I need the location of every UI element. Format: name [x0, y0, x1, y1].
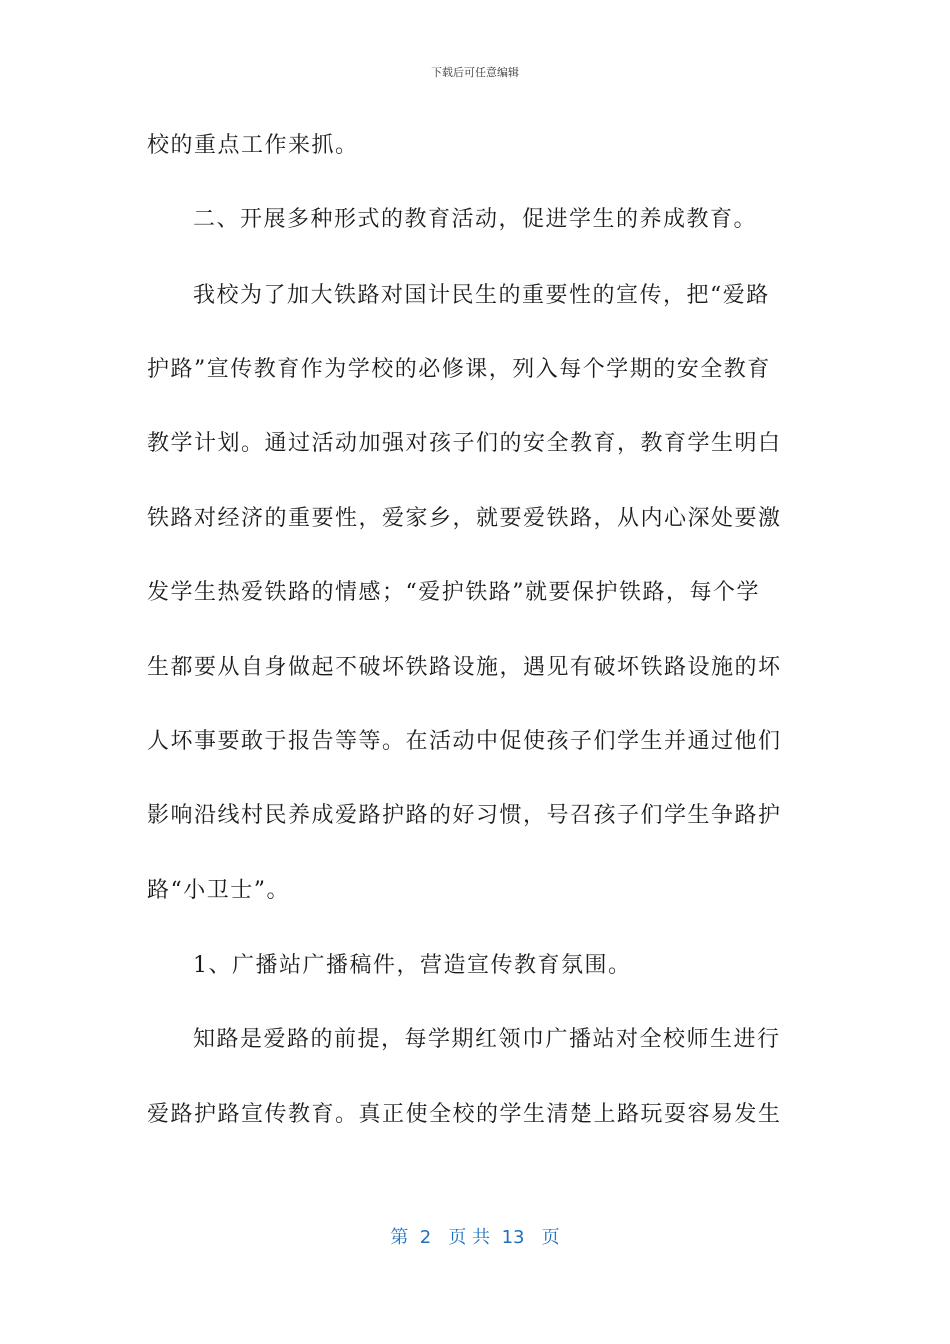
page-number-footer: 第 2 页 共 13 页 — [390, 1227, 560, 1248]
text-line: 影响沿线村民养成爱路护路的好习惯，号召孩子们学生争路护 — [147, 803, 782, 828]
text-line: 生都要从自身做起不破坏铁路设施，遇见有破坏铁路设施的坏 — [147, 655, 782, 680]
text-line: 爱路护路宣传教育。真正使全校的学生清楚上路玩耍容易发生 — [147, 1102, 782, 1127]
text-line: 校的重点工作来抓。 — [147, 133, 359, 158]
subsection-heading: 1、广播站广播稿件，营造宣传教育氛围。 — [193, 953, 632, 978]
text-line: 人坏事要敢于报告等等。在活动中促使孩子们学生并通过他们 — [147, 729, 782, 754]
text-line: 我校为了加大铁路对国计民生的重要性的宣传，把“爱路 — [193, 283, 770, 308]
section-heading: 二、开展多种形式的教育活动，促进学生的养成教育。 — [193, 207, 758, 232]
text-line: 发学生热爱铁路的情感；“爱护铁路”就要保护铁路，每个学 — [147, 580, 760, 605]
text-line: 知路是爱路的前提，每学期红领巾广播站对全校师生进行 — [193, 1027, 781, 1052]
text-line: 路“小卫士”。 — [147, 878, 290, 903]
text-line: 铁路对经济的重要性，爱家乡，就要爱铁路，从内心深处要激 — [147, 506, 782, 531]
text-line: 护路”宣传教育作为学校的必修课，列入每个学期的安全教育 — [147, 357, 771, 382]
text-line: 教学计划。通过活动加强对孩子们的安全教育，教育学生明白 — [147, 431, 782, 456]
page-header: 下载后可任意编辑 — [431, 66, 519, 79]
